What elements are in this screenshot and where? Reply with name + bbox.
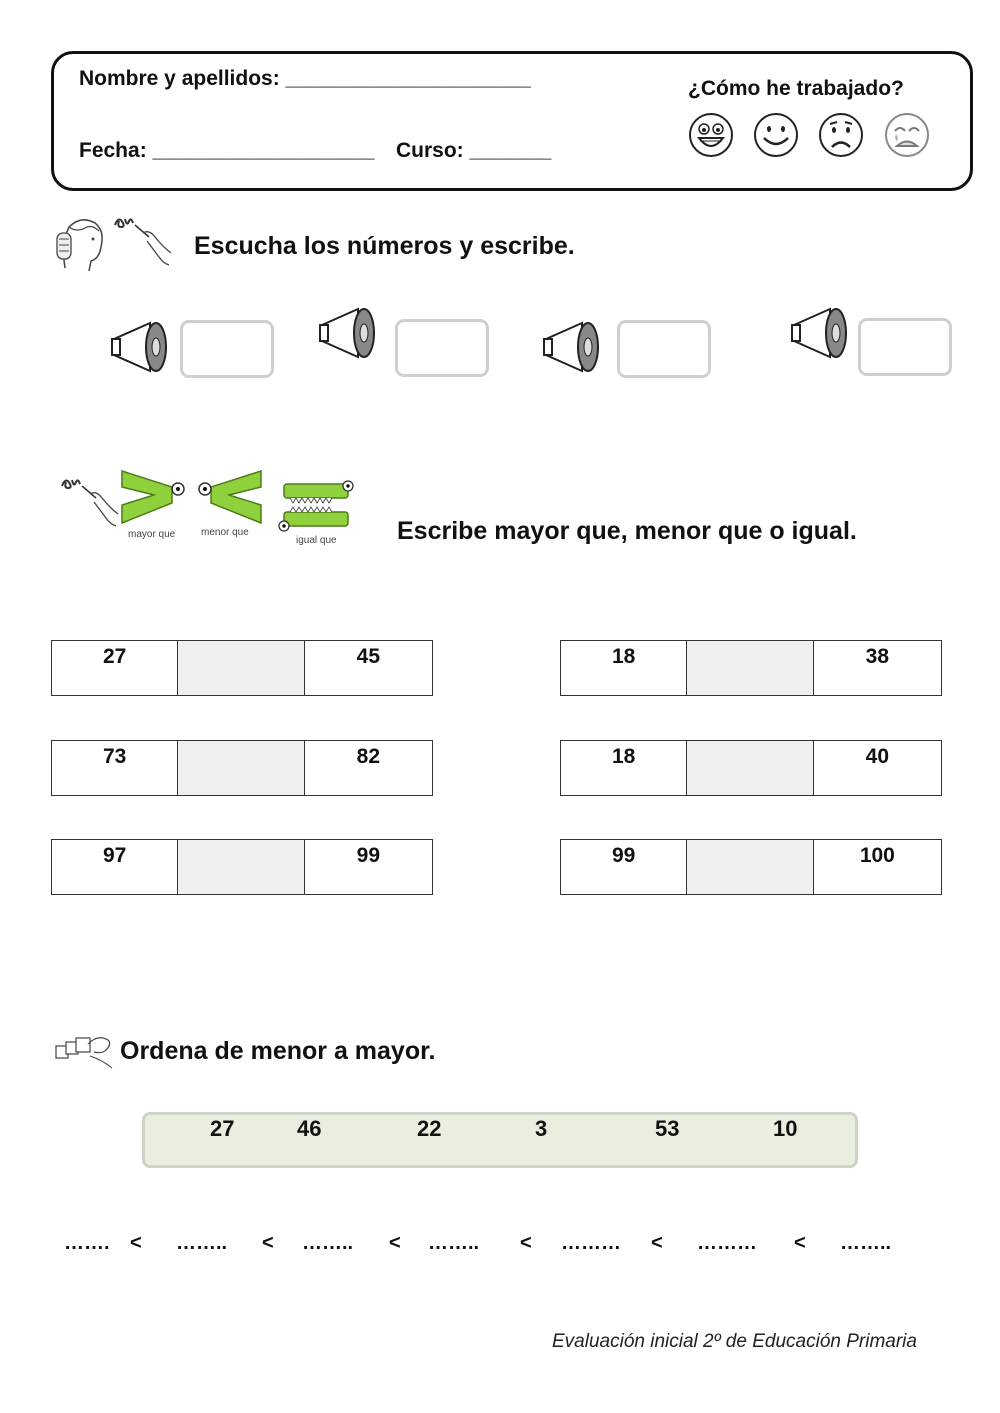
order-blank-1[interactable]: ……. [64, 1232, 110, 1254]
number-chip: 53 [655, 1116, 680, 1141]
right-number: 99 [356, 844, 381, 867]
comparison-answer-cell[interactable] [687, 641, 813, 695]
megaphone-icon[interactable] [318, 303, 378, 363]
megaphone-icon[interactable] [790, 303, 850, 363]
less-than-sign: < [130, 1232, 142, 1254]
left-number: 73 [52, 741, 178, 795]
answer-box-3[interactable] [617, 320, 711, 378]
left-number: 27 [52, 641, 178, 695]
answer-box-2[interactable] [395, 319, 489, 377]
self-evaluation-title: ¿Cómo he trabajado? [688, 77, 904, 100]
comparison-row [51, 839, 433, 895]
comparison-answer-cell[interactable] [178, 641, 304, 695]
comparison-row [560, 839, 942, 895]
numbers-to-order-box [142, 1112, 858, 1168]
left-number: 99 [561, 840, 687, 894]
happy-face-icon[interactable] [753, 112, 799, 158]
order-blank-3[interactable]: …….. [302, 1232, 354, 1254]
order-blank-2[interactable]: …….. [176, 1232, 228, 1254]
legend-equal: igual que [296, 535, 337, 546]
number-chip: 22 [417, 1116, 442, 1141]
comparison-row [51, 740, 433, 796]
comparison-answer-cell[interactable] [687, 840, 813, 894]
crying-face-icon[interactable] [884, 112, 930, 158]
comparison-answer-cell[interactable] [178, 741, 304, 795]
less-than-sign: < [262, 1232, 274, 1254]
greater-than-crocodile-icon [120, 465, 190, 529]
right-number: 40 [865, 745, 890, 768]
comparison-answer-cell[interactable] [687, 741, 813, 795]
name-field[interactable]: Nombre y apellidos: _____________________ [79, 67, 531, 90]
order-blank-4[interactable]: …….. [428, 1232, 480, 1254]
section-title-listen: Escucha los números y escribe. [194, 232, 575, 260]
comparison-row [560, 640, 942, 696]
section-title-order: Ordena de menor a mayor. [120, 1037, 436, 1065]
megaphone-icon[interactable] [110, 317, 170, 377]
left-number: 18 [561, 741, 687, 795]
less-than-sign: < [651, 1232, 663, 1254]
less-than-sign: < [520, 1232, 532, 1254]
footer-caption: Evaluación inicial 2º de Educación Primaria [552, 1331, 917, 1352]
answer-box-1[interactable] [180, 320, 274, 378]
section-title-compare: Escribe mayor que, menor que o igual. [397, 517, 857, 545]
number-chip: 3 [535, 1116, 548, 1141]
listening-child-icon [55, 213, 111, 273]
legend-greater-than: mayor que [128, 529, 176, 540]
megaphone-icon[interactable] [542, 317, 602, 377]
right-number: 100 [859, 844, 895, 867]
less-than-sign: < [794, 1232, 806, 1254]
comparison-answer-cell[interactable] [178, 840, 304, 894]
course-field[interactable]: Curso: _______ [396, 139, 552, 162]
ordering-blocks-icon [50, 1030, 114, 1072]
right-number: 82 [356, 745, 381, 768]
left-number: 97 [52, 840, 178, 894]
answer-box-4[interactable] [858, 318, 952, 376]
number-chip: 10 [773, 1116, 798, 1141]
comparison-row [51, 640, 433, 696]
date-field[interactable]: Fecha: ___________________ [79, 139, 375, 162]
right-number: 38 [865, 645, 890, 668]
less-than-sign: < [389, 1232, 401, 1254]
comparison-row [560, 740, 942, 796]
order-blank-7[interactable]: …….. [840, 1232, 892, 1254]
number-chip: 27 [210, 1116, 235, 1141]
equal-crocodile-icon [278, 478, 358, 536]
number-chip: 46 [297, 1116, 322, 1141]
legend-less-than: menor que [201, 527, 249, 538]
sad-face-icon[interactable] [818, 112, 864, 158]
order-blank-5[interactable]: ……… [561, 1232, 621, 1254]
writing-hand-icon [60, 472, 120, 528]
right-number: 45 [356, 645, 381, 668]
writing-hand-icon [113, 213, 173, 269]
very-happy-face-icon[interactable] [688, 112, 734, 158]
order-blank-6[interactable]: ……… [697, 1232, 757, 1254]
less-than-crocodile-icon [193, 465, 263, 529]
left-number: 18 [561, 641, 687, 695]
